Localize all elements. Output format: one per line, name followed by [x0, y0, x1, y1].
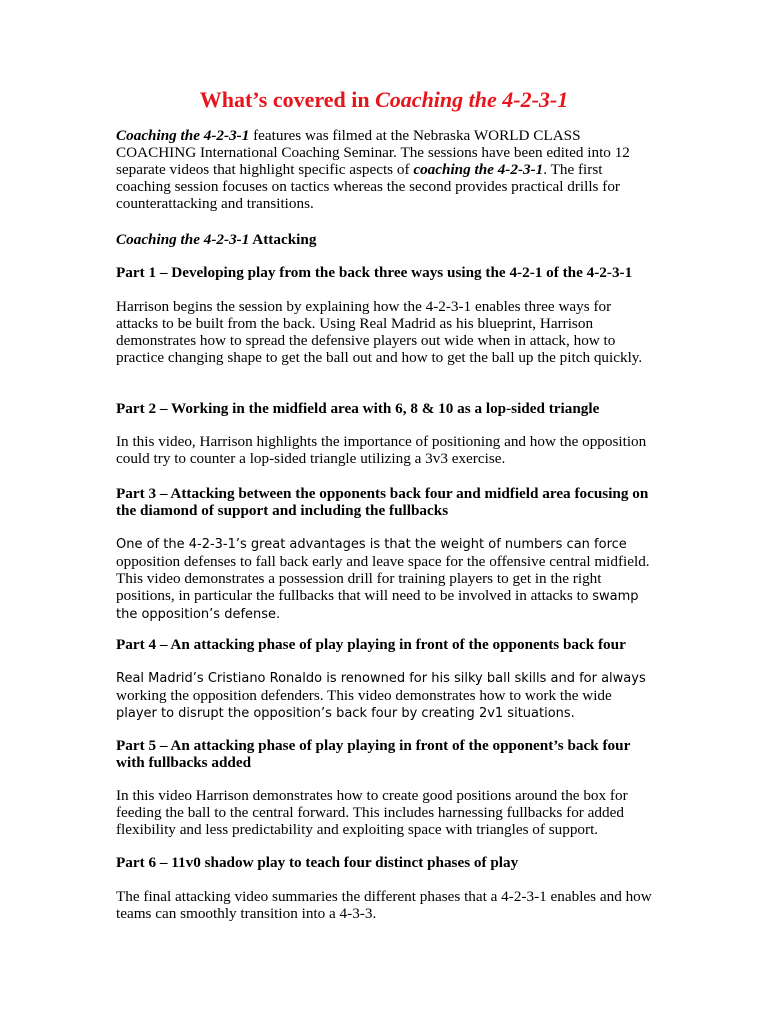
section-heading-italic: Coaching the 4-2-3-1	[116, 231, 250, 248]
part-5-heading: Part 5 – An attacking phase of play playing in front of the opponent’s back four with fullbacks added	[116, 737, 631, 771]
intro-paragraph	[116, 127, 656, 212]
part-1-body: Harrison begins the session by explaining how the 4-2-3-1 enables three ways for attacks to be built from the back. Using Real Madrid as his blueprint, Harrison demonstrates how to spread the defensive players out wide when in attack, how to practice changing shape to get the ball out and how to get the ball up the pitch quickly.	[116, 298, 643, 366]
section-heading-rest: Attacking	[249, 231, 317, 248]
part-2-heading: Part 2 – Working in the midfield area with 6, 8 & 10 as a lop-sided triangle	[116, 400, 600, 417]
part-4-heading: Part 4 – An attacking phase of play playing in front of the opponents back four	[116, 636, 626, 653]
part-3-heading: Part 3 – Attacking between the opponents back four and midfield area focusing on the diamond of support and including the fullbacks	[116, 485, 649, 519]
part-4-body-lead: Real Madrid’s Cristiano Ronaldo is renowned for his silky ball skills and for always	[116, 671, 646, 686]
part-1-heading: Part 1 – Developing play from the back three ways using the 4-2-1 of the 4-2-3-1	[116, 264, 633, 281]
intro-text-2: . The first coaching session focuses on tactics whereas the second provides practical drills for counterattacking and transitions.	[116, 161, 620, 212]
intro-emph: coaching the 4-2-3-1	[413, 161, 544, 178]
part-3-body-main: opposition defenses to fall back early and leave space for the offensive central midfield. This video demonstrates a possession drill for training players to get in the right positions, in particular the fullbacks that will need to be involved in attacks to	[116, 553, 650, 604]
part-4-body-main: working the opposition defenders. This video demonstrates how to work the wide	[116, 687, 612, 704]
part-4-body-tail: player to disrupt the opposition’s back four by creating 2v1 situations.	[116, 706, 575, 721]
intro-lead: Coaching the 4-2-3-1	[116, 127, 250, 144]
part-6-body: The final attacking video summaries the different phases that a 4-2-3-1 enables and how teams can smoothly transition into a 4-3-3.	[116, 888, 652, 922]
part-3-body-tail: swamp the opposition’s defense.	[116, 589, 639, 622]
part-3-body-lead: One of the 4-2-3-1’s great advantages is that the weight of numbers can force	[116, 537, 627, 552]
part-5-body: In this video Harrison demonstrates how to create good positions around the box for feeding the ball to the central forward. This includes harnessing fullbacks for added flexibility and less predictability and exploiting space with triangles of support.	[116, 787, 628, 838]
title-italic: Coaching the 4-2-3-1	[375, 87, 569, 112]
part-4-body	[116, 669, 656, 722]
title-prefix: What’s covered in	[199, 87, 376, 112]
document-title	[0, 86, 768, 114]
section-heading	[116, 231, 656, 248]
part-2-body: In this video, Harrison highlights the importance of positioning and how the opposition could try to counter a lop-sided triangle utilizing a 3v3 exercise.	[116, 433, 647, 467]
intro-text-1: features was filmed at the Nebraska WORLD CLASS COACHING International Coaching Seminar. The sessions have been edited into 12 separate videos that highlight specific aspects of	[116, 127, 630, 178]
part-6-heading: Part 6 – 11v0 shadow play to teach four distinct phases of play	[116, 854, 519, 871]
part-3-body	[116, 535, 656, 623]
